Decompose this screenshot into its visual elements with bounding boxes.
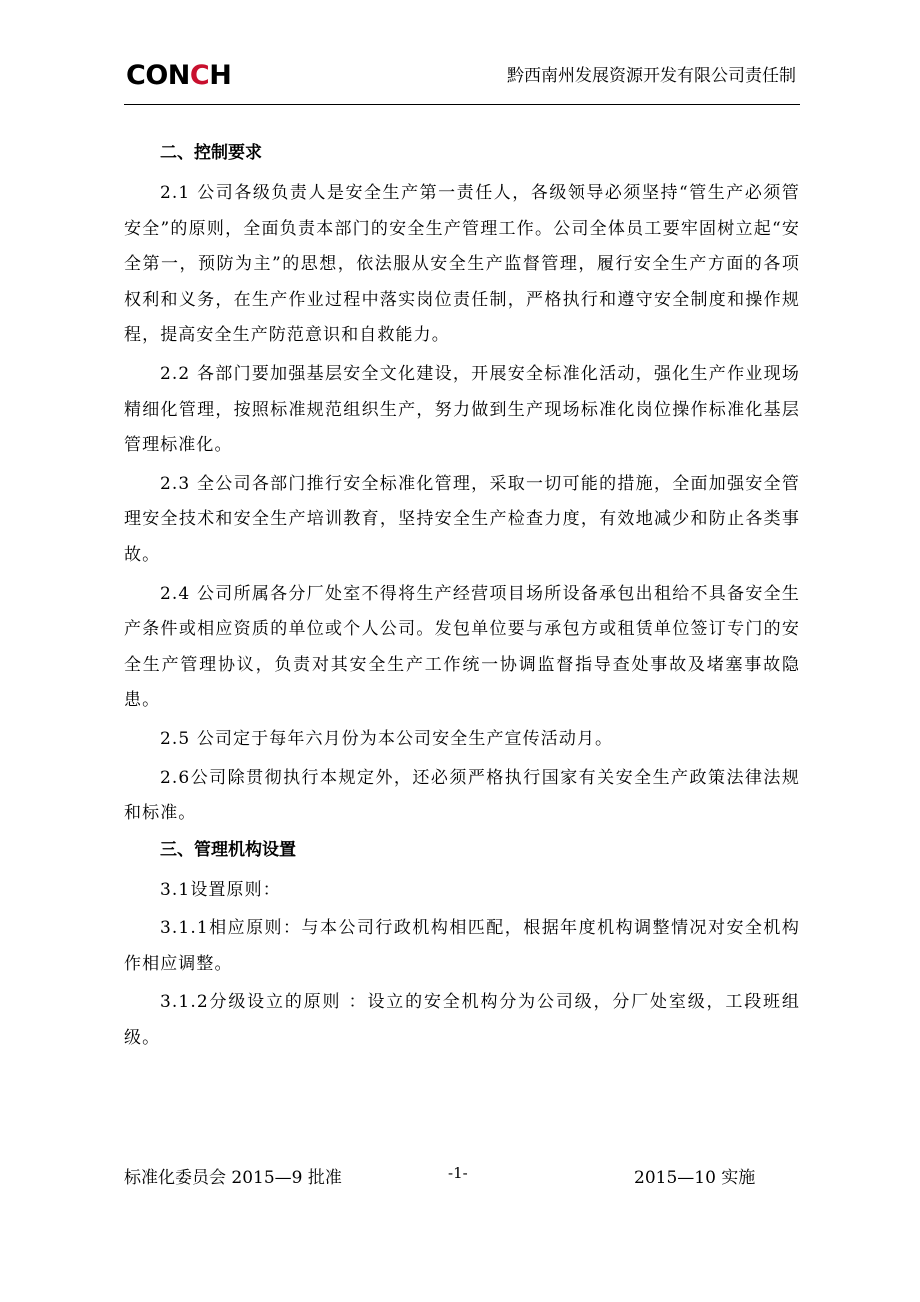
paragraph-2-1: 2.1 公司各级负责人是安全生产第一责任人，各级领导必须坚持“管生产必须管安全”的原则，全面负责本部门的安全生产管理工作。公司全体员工要牢固树立起“安全第一，预防为主”的思想，依法服从安全生产监督管理，履行安全生产方面的各项权利和义务，在生产作业过程中落实岗位责任制，严格执行和遵守安全制度和操作规程，提高安全生产防范意识和自救能力。 [124, 183, 800, 346]
page-number: -1- [448, 1164, 468, 1182]
paragraph-2-4: 2.4 公司所属各分厂处室不得将生产经营项目场所设备承包出租给不具备安全生产条件或相应资质的单位或个人公司。发包单位要与承包方或租赁单位签订专门的安全生产管理协议，负责对其安全生产工作统一协调监督指导查处事故及堵塞事故隐患。 [124, 583, 800, 711]
paragraph-2-3: 2.3 全公司各部门推行安全标准化管理，采取一切可能的措施，全面加强安全管理安全技术和安全生产培训教育，坚持安全生产检查力度，有效地减少和防止各类事故。 [124, 473, 800, 565]
conch-logo: CONCH [126, 60, 232, 91]
document-body [124, 138, 800, 1060]
paragraph-2-6: 2.6公司除贯彻执行本规定外，还必须严格执行国家有关安全生产政策法律法规和标准。 [124, 767, 800, 824]
section-heading-control-requirements: 二、控制要求 [160, 143, 262, 163]
paragraph-3-1-2: 3.1.2分级设立的原则 ：设立的安全机构分为公司级，分厂处室级，工段班组级。 [124, 992, 800, 1049]
company-name: 黔西南州发展资源开发有限公司责任制 [507, 66, 796, 86]
paragraph-3-1-1: 3.1.1相应原则：与本公司行政机构相匹配，根据年度机构调整情况对安全机构作相应调整。 [124, 918, 800, 974]
paragraph-2-5: 2.5 公司定于每年六月份为本公司安全生产宣传活动月。 [160, 728, 614, 749]
section-heading-organization: 三、管理机构设置 [160, 839, 296, 860]
footer-approval: 标准化委员会 2015—9 批准 [124, 1168, 342, 1188]
paragraph-2-2: 2.2 各部门要加强基层安全文化建设，开展安全标准化活动，强化生产作业现场精细化管理，按照标准规范组织生产，努力做到生产现场标准化岗位操作标准化基层管理标准化。 [124, 363, 800, 456]
header-divider [124, 104, 800, 105]
footer-implementation: 2015—10 实施 [634, 1168, 756, 1188]
paragraph-3-1: 3.1设置原则： [160, 879, 281, 900]
